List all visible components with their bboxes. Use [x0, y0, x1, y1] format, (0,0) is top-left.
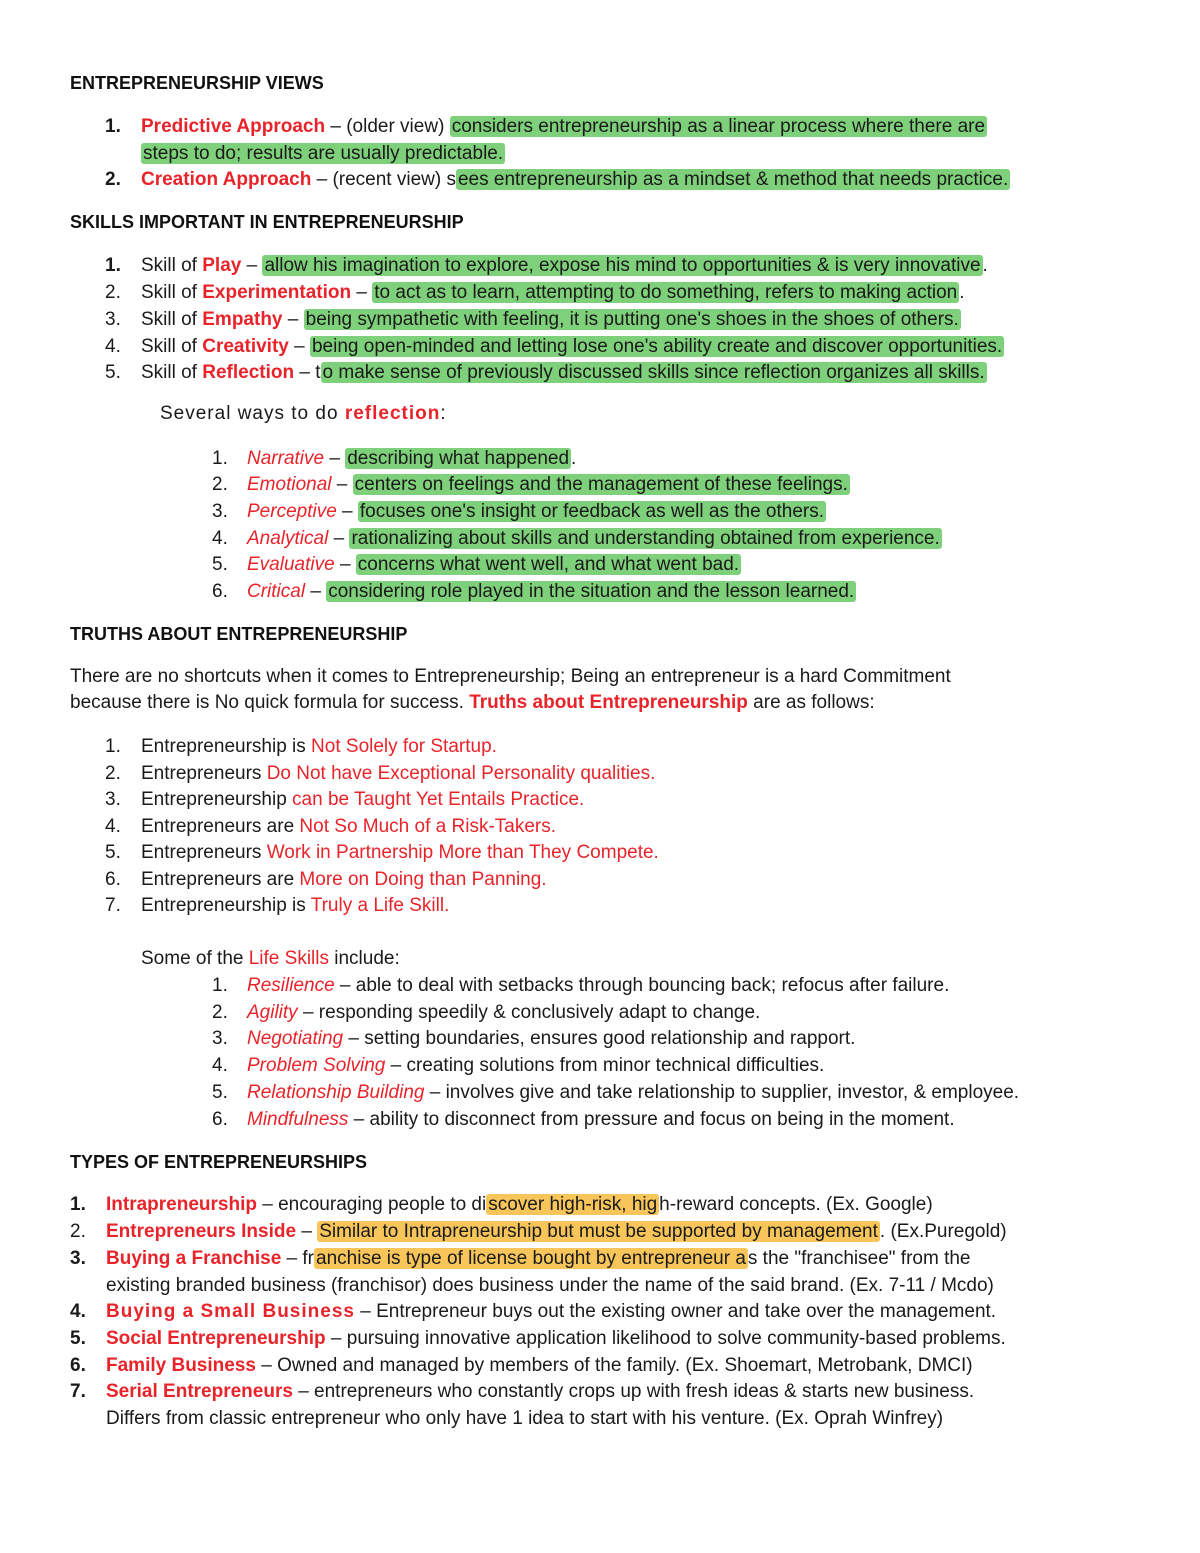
item-text: s the "franchisee" from the [747, 1248, 971, 1269]
separator: – [331, 474, 353, 495]
red-text: Work in Partnership More than They Compete. [266, 842, 659, 863]
term: Creation Approach [141, 169, 312, 190]
list-item [106, 1380, 974, 1404]
intro-text: include: [328, 948, 400, 969]
item-text: Entrepreneurship is [141, 895, 311, 916]
list-item-continuation: Differs from classic entrepreneur who only have 1 idea to start with his venture. (Ex. Oprah Winfrey) [106, 1408, 944, 1429]
term: Buying a Small Business [106, 1301, 355, 1322]
list-number: 1. [212, 975, 228, 996]
red-text: can be Taught Yet Entails Practice. [292, 789, 585, 810]
list-item [141, 762, 655, 786]
highlighted-text: considers entrepreneurship as a linear process where there are [451, 116, 986, 137]
item-text: – able to deal with setbacks through bouncing back; refocus after failure. [334, 975, 950, 996]
section-heading-types: TYPES OF ENTREPRENEURSHIPS [70, 1152, 368, 1172]
list-item [141, 335, 1004, 359]
list-number: 3. [212, 501, 228, 522]
list-number: 2. [105, 282, 121, 303]
intro-text: Some of the [141, 948, 249, 969]
separator: – [288, 336, 310, 357]
highlighted-text: focuses one's insight or feedback as well as the others. [359, 501, 825, 522]
list-item [106, 1193, 933, 1217]
list-item [106, 1327, 1006, 1351]
skill-prefix: Skill of [141, 362, 203, 383]
list-number: 5. [105, 362, 121, 383]
term: reflection [344, 403, 441, 424]
list-number: 4. [105, 816, 121, 837]
highlighted-text: being sympathetic with feeling, it is putting one's shoes in the shoes of others. [305, 309, 959, 330]
highlighted-text: being open-minded and letting lose one's ability create and discover opportunities. [311, 336, 1003, 357]
list-item [141, 308, 961, 332]
item-text: – Entrepreneur buys out the existing owner and take over the management. [354, 1301, 997, 1322]
list-item [247, 580, 856, 604]
list-number: 6. [105, 869, 121, 890]
term: Narrative [247, 448, 325, 469]
list-number: 1. [105, 116, 121, 137]
term: Reflection [202, 362, 295, 383]
term: Negotiating [247, 1028, 344, 1049]
paragraph-line [70, 691, 875, 715]
list-number: 5. [212, 1082, 228, 1103]
item-text: – fr [281, 1248, 315, 1269]
highlighted-text: to act as to learn, attempting to do something, refers to making action [374, 282, 958, 303]
separator: – [282, 309, 304, 330]
skill-prefix: Skill of [141, 282, 203, 303]
highlighted-text: steps to do; results are usually predictable. [143, 143, 504, 164]
item-text: – responding speedily & conclusively adapt to change. [297, 1002, 761, 1023]
item-text: – Owned and managed by members of the family. (Ex. Shoemart, Metrobank, DMCI) [255, 1355, 973, 1376]
item-text: – encouraging people to di [256, 1194, 487, 1215]
term: Entrepreneurs Inside [106, 1221, 297, 1242]
term: Critical [247, 581, 306, 602]
paragraph-line: There are no shortcuts when it comes to Entrepreneurship; Being an entrepreneur is a hard Commitment [70, 666, 951, 687]
list-item [106, 1354, 973, 1378]
highlighted-text: anchise is type of license bought by entrepreneur a [316, 1248, 746, 1269]
paragraph-text: because there is No quick formula for success. [70, 692, 470, 713]
item-text: – setting boundaries, ensures good relationship and rapport. [343, 1028, 856, 1049]
list-number: 6. [212, 1109, 228, 1130]
list-item [141, 788, 584, 812]
list-number: 5. [70, 1328, 86, 1349]
list-number: 2. [212, 474, 228, 495]
section-heading-skills: SKILLS IMPORTANT IN ENTREPRENEURSHIP [70, 212, 464, 232]
term: Analytical [247, 528, 329, 549]
item-text: . (Ex.Puregold) [879, 1221, 1007, 1242]
highlighted-text: concerns what went well, and what went bad. [357, 554, 740, 575]
list-item-continuation: existing branded business (franchisor) does business under the name of the said brand. (Ex. 7-11 / Mcdo) [106, 1275, 994, 1296]
skill-prefix: Skill of [141, 309, 203, 330]
list-item [106, 1300, 996, 1324]
red-text: Truly a Life Skill. [310, 895, 450, 916]
term: Perceptive [247, 501, 337, 522]
item-text: h-reward concepts. (Ex. Google) [659, 1194, 933, 1215]
term: Experimentation [202, 282, 352, 303]
list-item [141, 168, 1010, 192]
red-text: Not Solely for Startup. [311, 736, 497, 757]
list-number: 3. [70, 1248, 86, 1269]
list-item [247, 473, 850, 497]
term: Play [202, 255, 242, 276]
highlighted-text: o make sense of previously discussed skills since reflection organizes all skills. [322, 362, 985, 383]
term: Family Business [106, 1355, 256, 1376]
list-item [106, 1247, 971, 1271]
term: Predictive Approach [141, 116, 326, 137]
section-heading-views: ENTREPRENEURSHIP VIEWS [70, 73, 324, 93]
term: Problem Solving [247, 1055, 386, 1076]
list-item [141, 735, 497, 759]
list-item [247, 500, 826, 524]
red-text: Do Not have Exceptional Personality qualities. [266, 763, 656, 784]
item-text: Entrepreneurship is [141, 736, 312, 757]
section-heading-truths: TRUTHS ABOUT ENTREPRENEURSHIP [70, 624, 408, 644]
list-item [141, 868, 547, 892]
list-item [141, 841, 659, 865]
item-text: Entrepreneurs are [141, 869, 300, 890]
highlighted-text: rationalizing about skills and understanding obtained from experience. [351, 528, 940, 549]
item-text: Entrepreneurs are [141, 816, 300, 837]
term: Mindfulness [247, 1109, 349, 1130]
trailing-text: . [982, 255, 988, 276]
item-text: Entrepreneurship [141, 789, 293, 810]
highlighted-text: Similar to Intrapreneurship but must be supported by management [319, 1221, 878, 1242]
term: Social Entrepreneurship [106, 1328, 326, 1349]
paragraph-text: are as follows: [747, 692, 875, 713]
list-number: 3. [212, 1028, 228, 1049]
item-text: – ability to disconnect from pressure and focus on being in the moment. [348, 1109, 955, 1130]
list-item [247, 1081, 1019, 1105]
term: Evaluative [247, 554, 335, 575]
list-item [247, 1027, 855, 1051]
list-number: 1. [105, 736, 121, 757]
list-item [141, 281, 965, 305]
item-text: Entrepreneurs [141, 842, 267, 863]
list-number: 3. [105, 309, 121, 330]
separator: – [324, 448, 346, 469]
item-text: – involves give and take relationship to supplier, investor, & employee. [424, 1082, 1020, 1103]
term: Empathy [202, 309, 283, 330]
highlighted-text: allow his imagination to explore, expose his mind to opportunities & is very innovative [264, 255, 981, 276]
list-number: 4. [212, 528, 228, 549]
list-number: 6. [212, 581, 228, 602]
list-item [247, 1108, 955, 1132]
list-number: 4. [212, 1055, 228, 1076]
list-item [247, 974, 949, 998]
separator: – [334, 554, 356, 575]
list-number: 3. [105, 789, 121, 810]
separator: – [336, 501, 358, 522]
list-item [141, 115, 987, 139]
skill-prefix: Skill of [141, 255, 203, 276]
list-item [141, 894, 449, 918]
list-number: 4. [105, 336, 121, 357]
separator: – (recent view) s [311, 169, 456, 190]
list-item [247, 447, 576, 471]
trailing-text: . [571, 448, 577, 469]
life-skills-intro [141, 947, 400, 971]
list-number: 5. [212, 554, 228, 575]
term: Resilience [247, 975, 335, 996]
list-number: 7. [70, 1381, 86, 1402]
highlighted-text: describing what happened [347, 448, 570, 469]
item-text: – creating solutions from minor technical difficulties. [385, 1055, 825, 1076]
red-text: More on Doing than Panning. [299, 869, 547, 890]
list-number: 1. [105, 255, 121, 276]
list-item [141, 815, 556, 839]
term: Emotional [247, 474, 332, 495]
list-number: 6. [70, 1355, 86, 1376]
list-item [247, 1054, 824, 1078]
term: Agility [247, 1002, 298, 1023]
list-number: 2. [212, 1002, 228, 1023]
highlighted-text: scover high-risk, hig [488, 1194, 658, 1215]
list-item [141, 361, 987, 385]
term: Truths about Entrepreneurship [469, 692, 748, 713]
item-text: Entrepreneurs [141, 763, 267, 784]
list-number: 1. [212, 448, 228, 469]
list-item [247, 553, 741, 577]
separator: – [305, 581, 327, 602]
trailing-text: . [959, 282, 965, 303]
list-item [141, 254, 988, 278]
item-text: – [296, 1221, 318, 1242]
separator: – (older view) [325, 116, 450, 137]
intro-text: Several ways to do [160, 403, 345, 424]
list-number: 4. [70, 1301, 86, 1322]
term: Relationship Building [247, 1082, 425, 1103]
list-number: 2. [70, 1221, 86, 1242]
term: Serial Entrepreneurs [106, 1381, 293, 1402]
item-text: – entrepreneurs who constantly crops up with fresh ideas & starts new business. [292, 1381, 975, 1402]
list-number: 2. [105, 169, 121, 190]
reflection-intro [160, 402, 447, 426]
list-item [106, 1220, 1007, 1244]
skill-prefix: Skill of [141, 336, 203, 357]
list-number: 7. [105, 895, 121, 916]
intro-colon: : [440, 403, 447, 424]
list-item-continuation [141, 142, 505, 166]
separator: – [351, 282, 373, 303]
item-text: – pursuing innovative application likelihood to solve community-based problems. [325, 1328, 1006, 1349]
list-number: 2. [105, 763, 121, 784]
term: Creativity [202, 336, 289, 357]
term: Life Skills [248, 948, 329, 969]
separator: – t [294, 362, 321, 383]
term: Intrapreneurship [106, 1194, 257, 1215]
term: Buying a Franchise [106, 1248, 282, 1269]
separator: – [328, 528, 350, 549]
red-text: Not So Much of a Risk-Takers. [299, 816, 557, 837]
list-number: 1. [70, 1194, 86, 1215]
list-item [247, 527, 942, 551]
highlighted-text: centers on feelings and the management of these feelings. [354, 474, 848, 495]
highlighted-text: ees entrepreneurship as a mindset & method that needs practice. [457, 169, 1009, 190]
highlighted-text: considering role played in the situation and the lesson learned. [328, 581, 855, 602]
separator: – [241, 255, 263, 276]
list-item [247, 1001, 760, 1025]
list-number: 5. [105, 842, 121, 863]
